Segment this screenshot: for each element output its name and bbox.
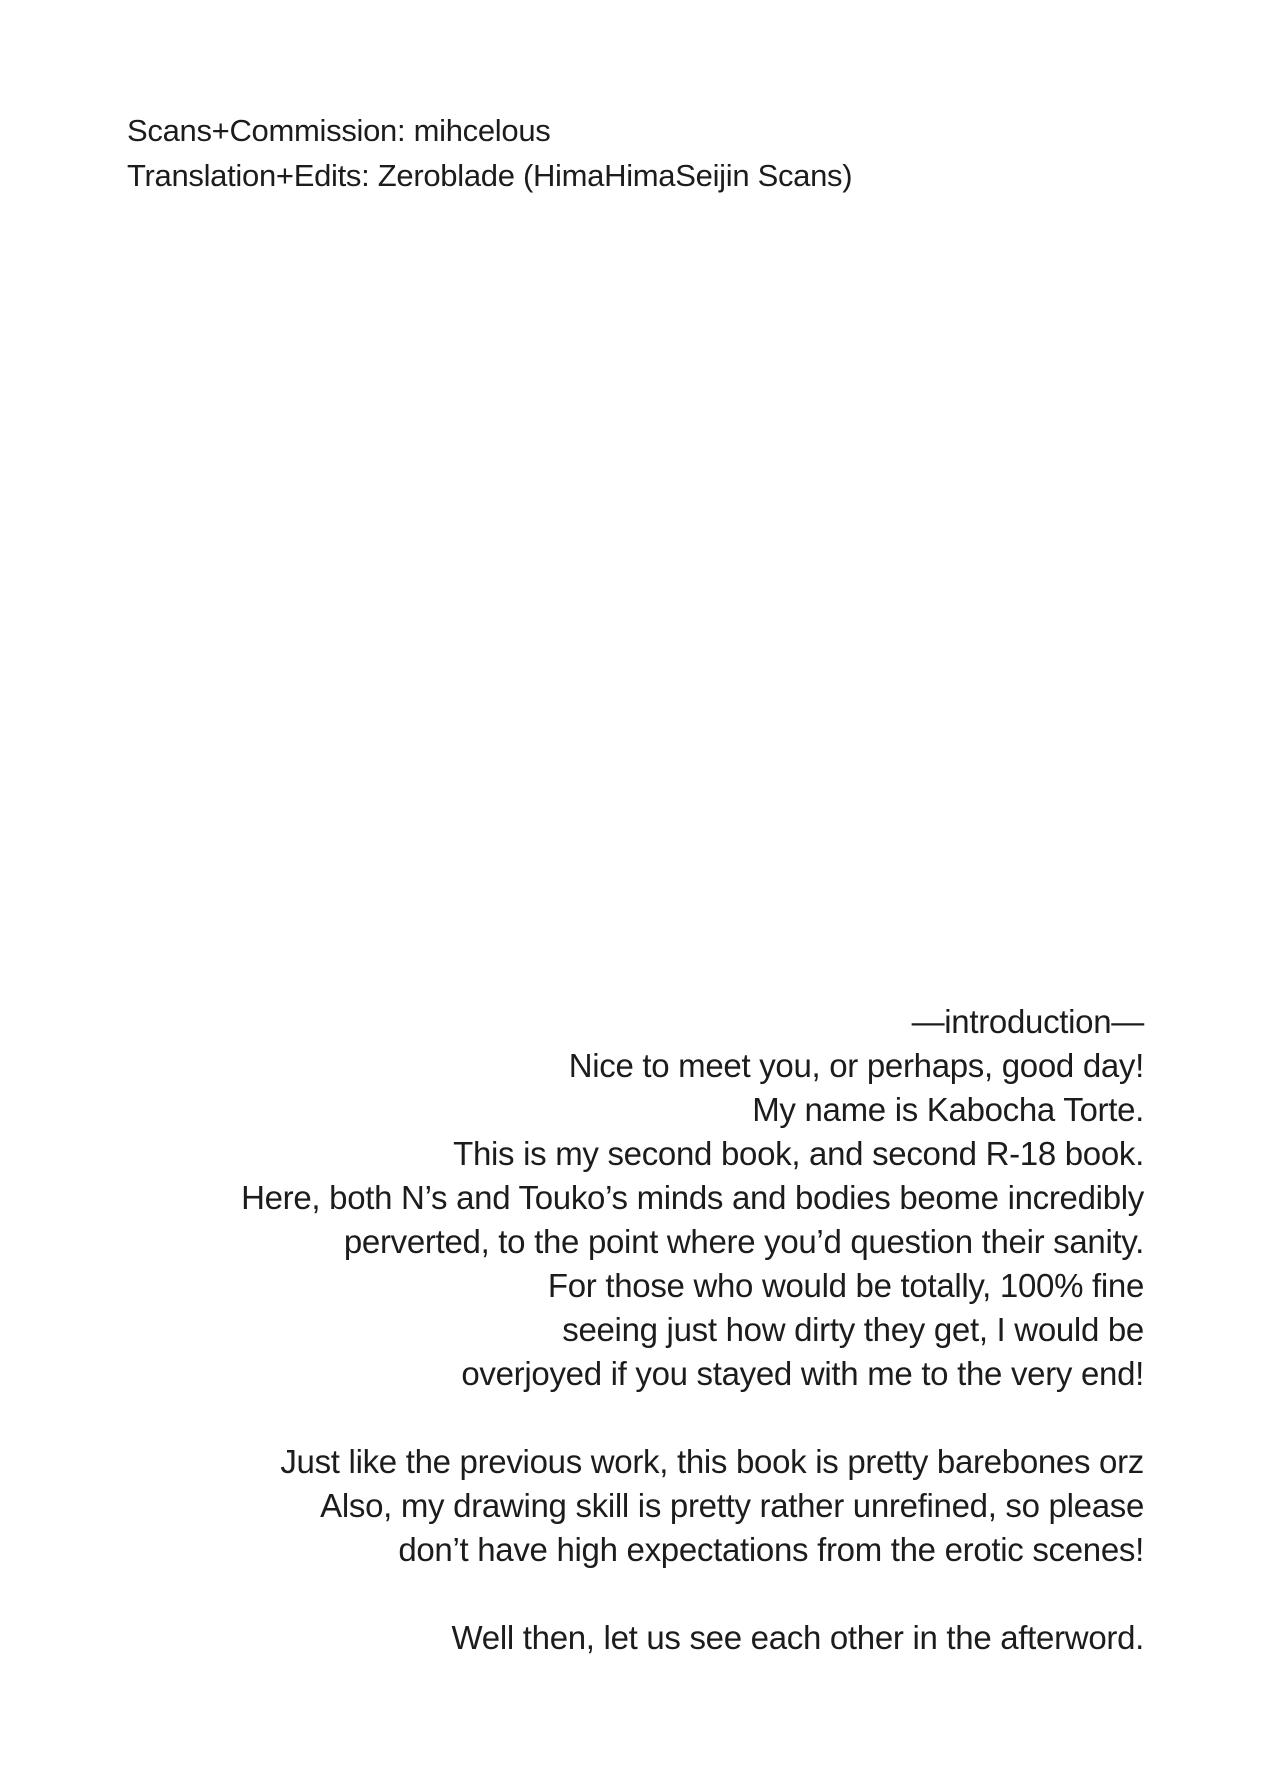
credits-block (127, 108, 852, 198)
intro-line: overjoyed if you stayed with me to the very end! (461, 1355, 1144, 1392)
intro-line: Nice to meet you, or perhaps, good day! (568, 1047, 1144, 1084)
intro-line: My name is Kabocha Torte. (752, 1091, 1144, 1128)
intro-line: Also, my drawing skill is pretty rather unrefined, so please (320, 1487, 1144, 1524)
intro-line: For those who would be totally, 100% fine (547, 1267, 1144, 1304)
intro-line: This is my second book, and second R-18 book. (453, 1135, 1144, 1172)
intro-line: Here, both N’s and Touko’s minds and bodies beome incredibly (241, 1179, 1144, 1216)
introduction-block (241, 1000, 1144, 1660)
credits-line-scans: Scans+Commission: mihcelous (127, 113, 551, 148)
intro-line: Just like the previous work, this book is pretty barebones orz (280, 1443, 1144, 1480)
intro-closing-line: Well then, let us see each other in the afterword. (451, 1619, 1144, 1656)
credits-line-translation: Translation+Edits: Zeroblade (HimaHimaSeijin Scans) (127, 158, 853, 193)
intro-blank-line (241, 1572, 1144, 1616)
intro-line: seeing just how dirty they get, I would be (562, 1311, 1144, 1348)
intro-blank-line (241, 1396, 1144, 1440)
intro-line: don’t have high expectations from the erotic scenes! (398, 1531, 1144, 1568)
intro-heading: —introduction— (911, 1003, 1144, 1040)
intro-line: perverted, to the point where you’d question their sanity. (343, 1223, 1144, 1260)
